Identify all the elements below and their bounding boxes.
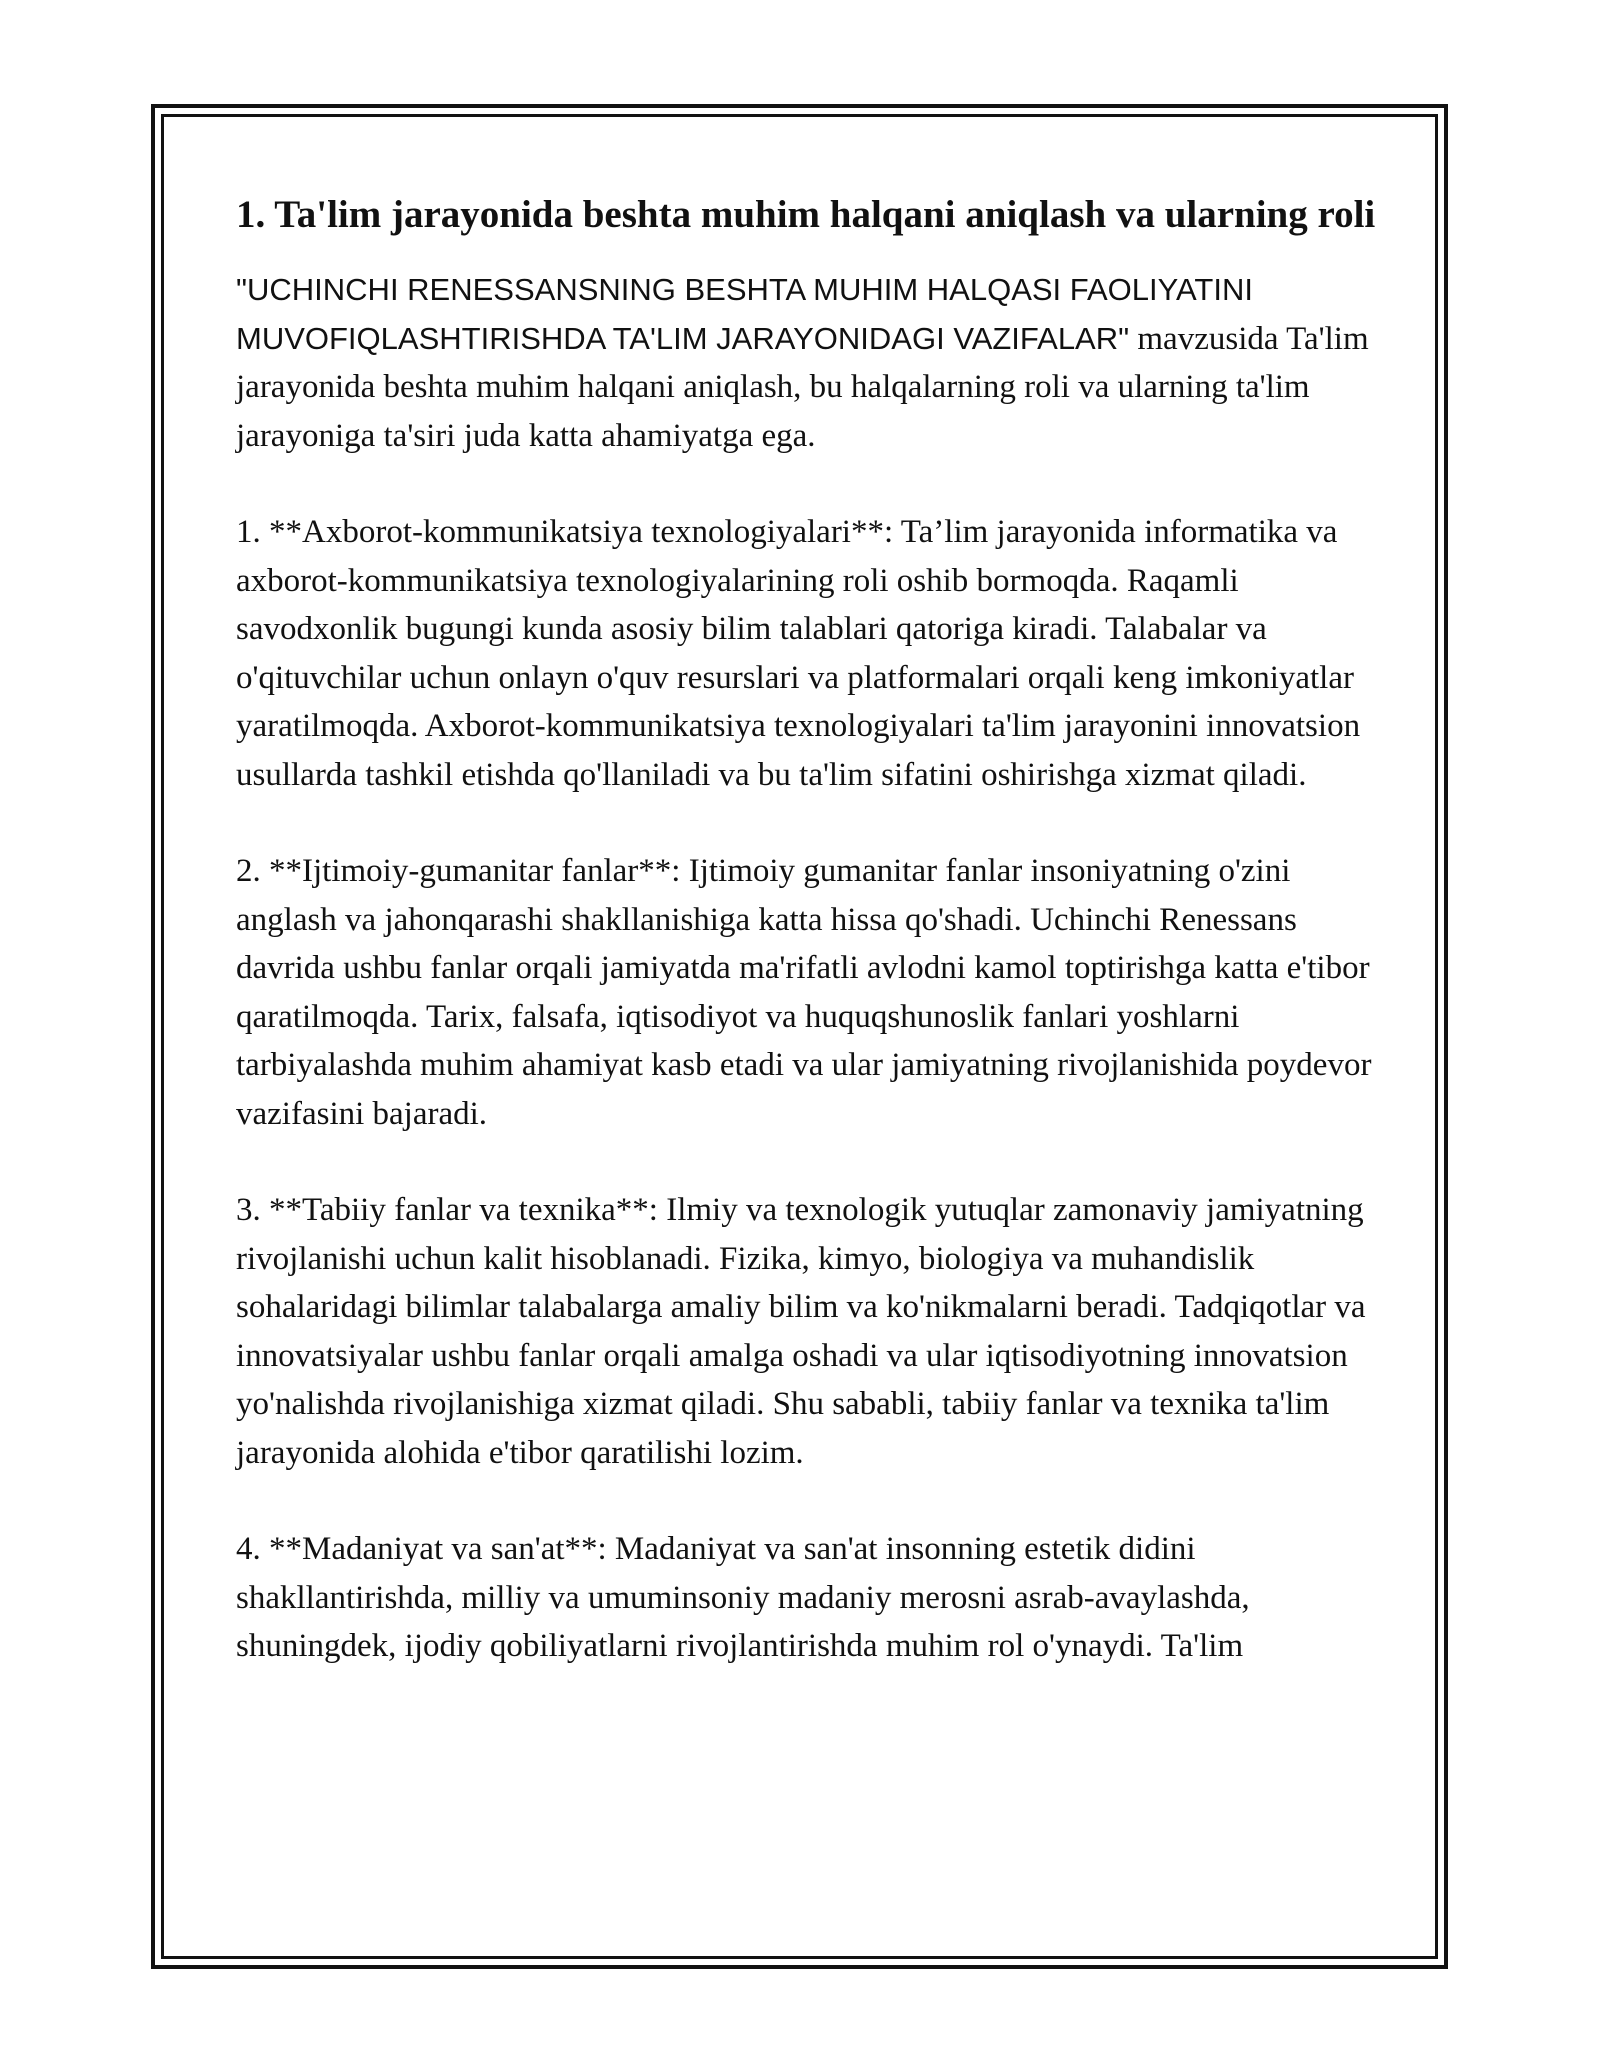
paragraph-natural-sciences: 3. **Tabiiy fanlar va texnika**: Ilmiy va texnologik yutuqlar zamonaviy jamiyatning rivojlanishi uchun kalit hisoblanadi. Fizika, kimyo, biologiya va muhandislik sohalaridagi bilimlar talabalarga amaliy bilim va ko'nikmalarni beradi. Tadqiqotlar va innovatsiyalar ushbu fanlar orqali amalga oshadi va ular iqtisodiyotning innovatsion yo'nalishda rivojlanishiga xizmat qiladi. Shu sababli, tabiiy fanlar va texnika ta'lim jarayonida alohida e'tibor qaratilishi lozim. bbox=[236, 1192, 1366, 1471]
paragraph-culture-art: 4. **Madaniyat va san'at**: Madaniyat va san'at insonning estetik didini shakllantirishda, milliy va umuminsoniy madaniy merosni asrab-avaylashda, shuningdek, ijodiy qobiliyatlarni rivojlantirishda muhim rol o'ynaydi. Ta'lim bbox=[236, 1531, 1250, 1664]
paragraph-social-humanities: 2. **Ijtimoiy-gumanitar fanlar**: Ijtimoiy gumanitar fanlar insoniyatning o'zini anglash va jahonqarashi shakllanishiga katta hissa qo'shadi. Uchinchi Renessans davrida ushbu fanlar orqali jamiyatda ma'rifatli avlodni kamol toptirishga katta e'tibor qaratilmoqda. Tarix, falsafa, iqtisodiyot va huquqshunoslik fanlari yoshlarni tarbiyalashda muhim ahamiyat kasb etadi va ular jamiyatning rivojlanishida poydevor vazifasini bajaradi. bbox=[236, 853, 1372, 1132]
intro-text: mavzusida Ta'lim jarayonida beshta muhim halqani aniqlash, bu halqalarning roli va ularning ta'lim jarayoniga ta'siri juda katta ahamiyatga ega. bbox=[236, 320, 1369, 454]
intro-topic-caps: "UCHINCHI RENESSANSNING BESHTA MUHIM HALQASI FAOLIYATINI MUVOFIQLASHTIRISHDA TA'LIM JARAYONIDAGI VAZIFALAR" bbox=[236, 272, 1253, 356]
intro-paragraph bbox=[236, 266, 1386, 460]
document-body bbox=[236, 187, 1386, 1671]
section-heading: 1. Ta'lim jarayonida beshta muhim halqani aniqlash va ularning roli bbox=[236, 193, 1376, 236]
paragraph-ict: 1. **Axborot-kommunikatsiya texnologiyalari**: Ta’lim jarayonida informatika va axborot-kommunikatsiya texnologiyalarining roli oshib bormoqda. Raqamli savodxonlik bugungi kunda asosiy bilim talablari qatoriga kiradi. Talabalar va o'qituvchilar uchun onlayn o'quv resurslari va platformalari orqali keng imkoniyatlar yaratilmoqda. Axborot-kommunikatsiya texnologiyalari ta'lim jarayonini innovatsion usullarda tashkil etishda qo'llaniladi va bu ta'lim sifatini oshirishga xizmat qiladi. bbox=[236, 514, 1361, 793]
